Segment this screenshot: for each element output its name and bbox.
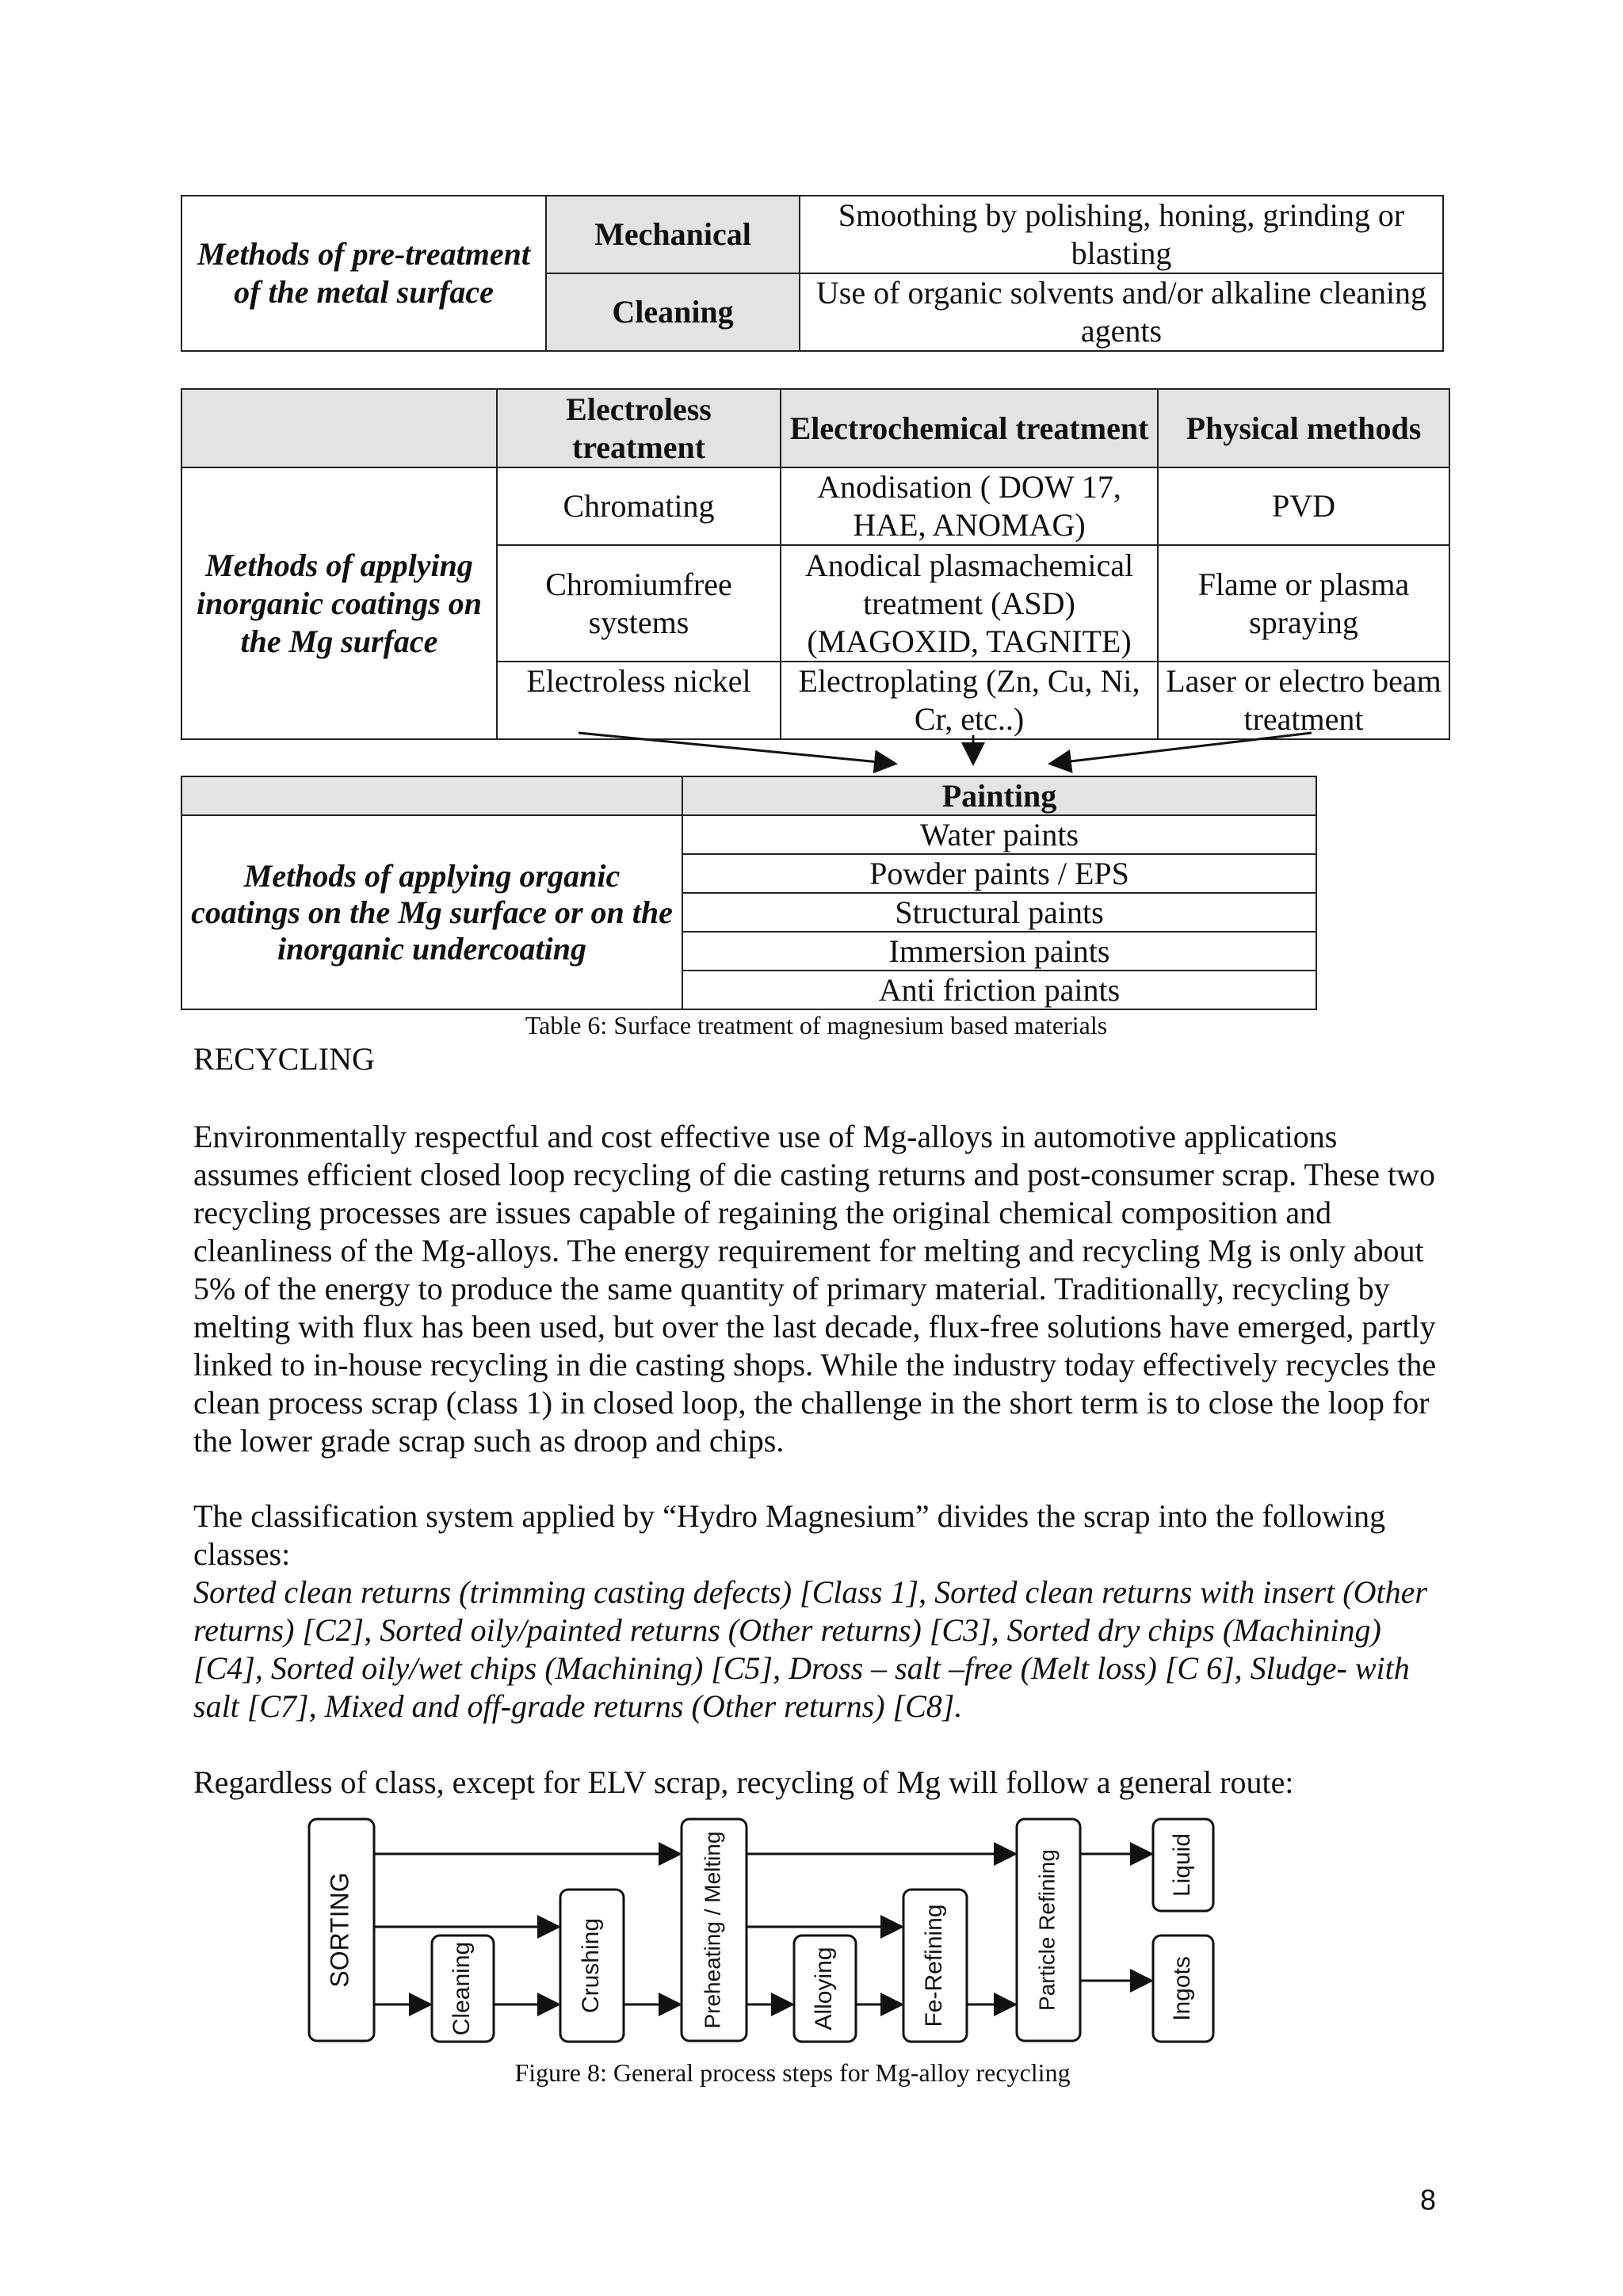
pretreatment-description: Smoothing by polishing, honing, grinding or blasting (800, 196, 1443, 273)
inorganic-cell: Electroplating (Zn, Cu, Ni, Cr, etc..) (781, 662, 1158, 739)
inorganic-cell: Anodical plasmachemical treatment (ASD) (MAGOXID, TAGNITE) (781, 545, 1158, 662)
flow-label-particle-refining: Particle Refining (1034, 1849, 1060, 2011)
paint-item: Water paints (682, 815, 1316, 854)
flow-label-cleaning: Cleaning (448, 1941, 475, 2036)
paragraph: The classification system applied by “Hydro Magnesium” divides the scrap into the following classes: (193, 1498, 1386, 1572)
inorganic-cell: Flame or plasma spraying (1158, 545, 1449, 662)
inorganic-header: Physical methods (1158, 389, 1449, 467)
paragraph: Environmentally respectful and cost effective use of Mg-alloys in automotive applications assumes efficient closed loop recycling of die casting returns and post-consumer scrap. These two recycling processes are issues capable of regaining the original chemical composition and cleanliness of the Mg-alloys. The energy requirement for melting and recycling Mg is only about 5% of the energy to produce the same quantity of primary material. Traditionally, recycling by melting with flux has been used, but over the last decade, flux-free solutions have emerged, partly linked to in-house recycling in die casting shops. While the industry today effectively recycles the clean process scrap (class 1) in closed loop, the challenge in the short term is to close the loop for the lower grade scrap such as droop and chips. (193, 1119, 1437, 1459)
flow-label-crushing: Crushing (577, 1917, 604, 2014)
flow-label-preheating: Preheating / Melting (700, 1831, 725, 2029)
table-caption: Table 6: Surface treatment of magnesium based materials (525, 1011, 1108, 1039)
figure-caption: Figure 8: General process steps for Mg-alloy recycling (514, 2058, 1071, 2087)
inorganic-cell: Chromiumfree systems (497, 545, 781, 662)
inorganic-header: Electroless treatment (497, 389, 781, 467)
organic-row-label: Methods of applying organic coatings on the Mg surface or on the inorganic undercoating (181, 815, 682, 1009)
paint-item: Powder paints / EPS (682, 854, 1316, 893)
paint-item: Immersion paints (682, 932, 1316, 971)
inorganic-cell: Anodisation ( DOW 17, HAE, ANOMAG) (781, 467, 1158, 545)
painting-header: Painting (682, 776, 1316, 815)
flow-label-fe-refining: Fe-Refining (920, 1904, 947, 2027)
section-heading: RECYCLING (193, 1041, 375, 1077)
inorganic-cell: Electroless nickel (497, 662, 781, 739)
paint-item: Anti friction paints (682, 971, 1316, 1009)
flow-label-ingots: Ingots (1168, 1956, 1195, 2021)
pretreatment-method: Cleaning (546, 273, 800, 351)
paint-item: Structural paints (682, 893, 1316, 932)
inorganic-cell: Chromating (497, 467, 781, 545)
page-number: 8 (1419, 2183, 1436, 2216)
flow-label-liquid: Liquid (1168, 1833, 1195, 1897)
pretreatment-method: Mechanical (546, 196, 800, 273)
paragraph-classes: Sorted clean returns (trimming casting defects) [Class 1], Sorted clean returns with insert (Other returns) [C2], Sorted oily/painted returns (Other returns) [C3], Sorted dry chips (Machining) [C4], Sorted oily/wet chips (Machining) [C5], Dross – salt –free (Melt loss) [C 6], Sludge- with salt [C7], Mixed and off-grade returns (Other returns) [C8]. (193, 1574, 1427, 1724)
paragraph: Regardless of class, except for ELV scrap, recycling of Mg will follow a general route: (193, 1764, 1294, 1800)
inorganic-cell: Laser or electro beam treatment (1158, 662, 1449, 739)
inorganic-cell: PVD (1158, 467, 1449, 545)
flow-label-alloying: Alloying (810, 1947, 837, 2031)
flow-label-sorting: SORTING (325, 1872, 354, 1988)
pretreatment-row-label: Methods of pre-treatment of the metal surface (181, 196, 546, 351)
pretreatment-description: Use of organic solvents and/or alkaline cleaning agents (800, 273, 1443, 351)
inorganic-header: Electrochemical treatment (781, 389, 1158, 467)
inorganic-row-label: Methods of applying inorganic coatings on the Mg surface (181, 467, 497, 739)
